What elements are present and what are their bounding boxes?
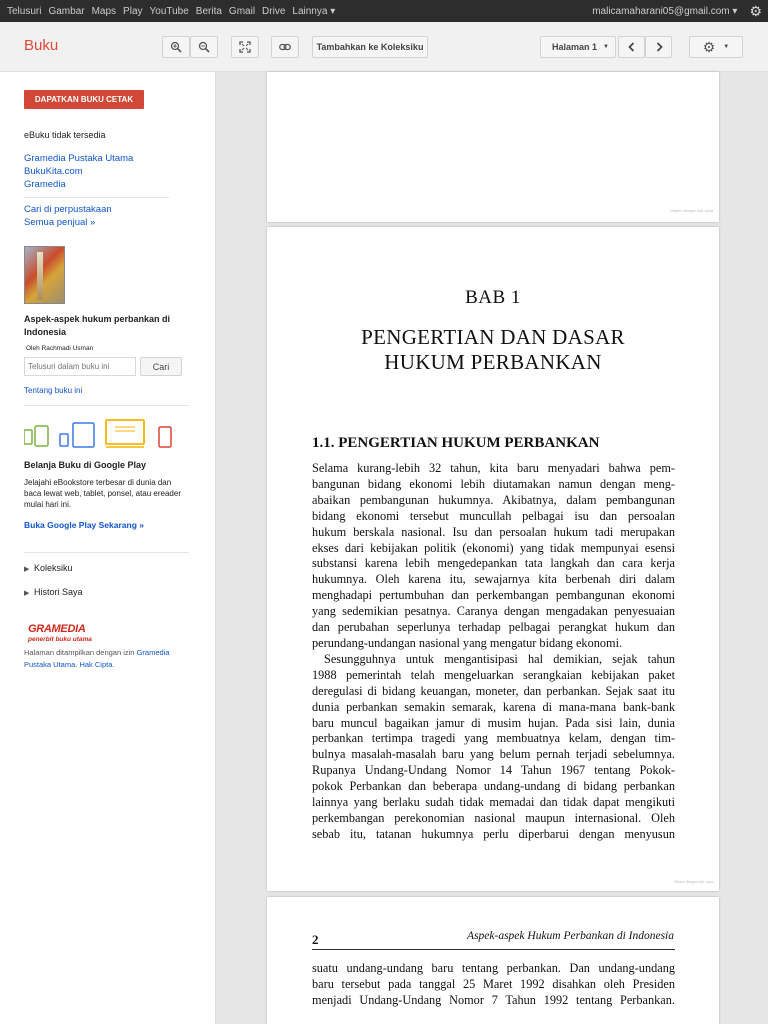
text-line: yang sedemikian pesatnya. Caranya dengan mengadakan penyesuaian — [312, 604, 675, 619]
sidebar — [0, 72, 215, 1024]
publisher-link[interactable]: Gramedia Pustaka Utama — [24, 648, 170, 669]
gear-icon: ⚙ — [702, 38, 716, 55]
seller-link-bukukita[interactable]: BukuKita.com — [24, 166, 83, 177]
settings-button[interactable] — [689, 36, 743, 58]
text-line: baru muncul bagaikan jamur di musim hujan. Pada sisi lain, dunia — [312, 715, 675, 730]
book-page — [267, 227, 719, 891]
zoom-in-icon — [170, 41, 182, 53]
link-button[interactable] — [271, 36, 299, 58]
gramedia-logo-main: GRAMEDIA — [28, 623, 86, 635]
copyright-link[interactable]: Hak Cipta — [79, 660, 113, 669]
section-heading: 1.1. PENGERTIAN HUKUM PERBANKAN — [312, 435, 600, 451]
chevron-left-icon — [626, 41, 638, 53]
text-line: perbankan tertimpa tragedi yang membuatnya kelam, dengan tim- — [312, 731, 675, 746]
fullscreen-icon — [239, 41, 251, 53]
google-play-heading: Belanja Buku di Google Play — [24, 460, 147, 470]
text-line: hukum berskala nasional. Isu dan persoalan hukum tadi merupakan — [312, 524, 675, 539]
nav-maps[interactable]: Maps — [91, 5, 117, 17]
gramedia-logo-sub: penerbit buku utama — [28, 636, 92, 643]
expand-arrow-icon[interactable]: ▶ — [24, 566, 30, 573]
devices-illustration — [24, 418, 174, 450]
text-line: ekses dari kebijakan politik (ekonomi) yang tidak mempunyai esensi — [312, 540, 675, 555]
text-line: substansi karena lebih mengedepankan tata langkah dan cara kerja — [312, 556, 675, 571]
text-line: suatu undang-undang baru tentang perbankan. Dan undang-undang — [312, 961, 675, 975]
nav-berita[interactable]: Berita — [195, 5, 222, 17]
page-select-label: Halaman 1 — [552, 42, 598, 52]
divider — [24, 552, 189, 553]
copyright-watermark: Materi dengan hak cipta — [674, 879, 713, 884]
copyright-watermark: Materi dengan hak cipta — [670, 208, 713, 213]
divider — [24, 405, 189, 406]
expand-arrow-icon[interactable]: ▶ — [24, 590, 30, 597]
book-viewer[interactable] — [215, 72, 768, 1024]
find-in-library-link[interactable]: Cari di perpustakaan — [24, 204, 112, 215]
nav-telusuri[interactable]: Telusuri — [7, 5, 42, 17]
text-line: menjadi Undang-Undang Nomor 7 Tahun 1992 tentang Perbankan. — [312, 992, 675, 1007]
about-book-link[interactable]: Tentang buku ini — [24, 386, 83, 395]
my-collection-link[interactable]: Koleksiku — [34, 563, 73, 573]
book-page — [267, 897, 719, 1024]
account-area — [592, 0, 762, 22]
google-top-bar — [0, 0, 768, 22]
add-to-collection-button[interactable]: Tambahkan ke Koleksiku — [312, 36, 428, 58]
text-line: dan perubahan seperlunya terhadap pelbagai perangkat hukum dan — [312, 620, 675, 635]
chevron-down-icon: ▼ — [603, 44, 609, 50]
page-select[interactable] — [540, 36, 616, 58]
books-brand[interactable]: Buku — [24, 37, 59, 54]
book-toolbar — [0, 22, 768, 72]
text-line: Sesungguhnya untuk mengantisipasi hal demikian, sejak tahun — [324, 651, 675, 666]
header-rule — [312, 949, 675, 950]
text-line: deregulasi di bidang keuangan, moneter, dan perbankan. Sejak saat itu — [312, 683, 675, 698]
text-line: bangunan bidang ekonomi lebih diutamakan namun dengan meng- — [312, 476, 675, 491]
ebook-status: eBuku tidak tersedia — [24, 130, 106, 140]
gramedia-logo[interactable] — [28, 619, 92, 643]
chapter-number: BAB 1 — [465, 287, 521, 308]
permission-notice: Halaman ditampilkan dengan izin Gramedia Pustaka Utama. Hak Cipta. — [24, 648, 170, 669]
seller-link-gramedia-pustaka[interactable]: Gramedia Pustaka Utama — [24, 153, 134, 164]
cover-art — [37, 252, 43, 300]
paragraph — [312, 961, 675, 1009]
text-line: pokok Perbankan dan beberapa undang-undang di bidang perbankan — [312, 779, 675, 794]
link-icon — [279, 41, 291, 53]
running-head: Aspek-aspek Hukum Perbankan di Indonesia — [467, 930, 674, 942]
all-sellers-link[interactable]: Semua penjual » — [24, 217, 96, 228]
text-line: bidang ekonomi tersebut muncullah pelbagai isu dan persoalan — [312, 508, 675, 523]
google-play-description: Jelajahi eBookstore terbesar di dunia dan baca lewat web, tablet, ponsel, atau ereader mulai hari ini. — [24, 478, 181, 509]
chevron-down-icon: ▼ — [723, 44, 730, 50]
chapter-title-line1: PENGERTIAN DAN DASAR — [361, 325, 625, 349]
fullscreen-button[interactable] — [231, 36, 259, 58]
nav-youtube[interactable]: YouTube — [149, 5, 189, 17]
open-google-play-link[interactable]: Buka Google Play Sekarang » — [24, 520, 144, 530]
zoom-out-button[interactable] — [190, 36, 218, 58]
permission-text: Halaman ditampilkan dengan izin — [24, 648, 135, 657]
book-cover-thumbnail[interactable] — [24, 246, 65, 304]
divider — [24, 197, 169, 198]
text-line: perundang-undangan nasional yang mengatur bidang ekonomi. — [312, 635, 623, 650]
book-author: Oleh Rachmadi Usman — [26, 345, 94, 352]
next-page-button[interactable] — [645, 36, 672, 58]
my-history-link[interactable]: Histori Saya — [34, 587, 83, 597]
text-line: menghadapi pertumbuhan dan perkembangan pembangunan ekonomi — [312, 588, 675, 603]
text-line: Rupanya Undang-Undang Nomor 14 Tahun 1967 tentang Pokok- — [312, 763, 675, 778]
prev-page-button[interactable] — [618, 36, 645, 58]
text-line: 1988 pemerintah telah mengeluarkan serangkaian kebijakan paket — [312, 667, 675, 682]
page-number: 2 — [312, 932, 319, 947]
text-line: hukumnya. Oleh karena itu, sewajarnya kita berbenah diri dalam — [312, 572, 675, 587]
buy-print-book-button[interactable]: DAPATKAN BUKU CETAK — [24, 90, 144, 109]
google-nav — [7, 0, 342, 22]
zoom-out-icon — [198, 41, 210, 53]
book-title: Aspek-aspek hukum perbankan di Indonesia — [24, 314, 171, 337]
search-button[interactable]: Cari — [140, 357, 182, 376]
text-line: Selama kurang-lebih 32 tahun, kita baru menyadari bahwa pem- — [312, 461, 675, 475]
nav-play[interactable]: Play — [123, 5, 143, 17]
text-line: baru tersebut pada tanggal 25 Maret 1992 disahkan oleh Presiden — [312, 976, 675, 991]
text-line: lainnya yang berlaku sudah tidak memadai dan tidak dapat mengikuti — [312, 795, 675, 810]
nav-more[interactable]: Lainnya ▾ — [292, 5, 336, 17]
text-line: abaikan pembangunan hukumnya. Akibatnya, dalam pembangunan — [312, 492, 675, 507]
paragraph — [312, 461, 675, 843]
text-line: sebab itu, tatanan hukumnya perlu diperbarui dengan menyusun — [312, 826, 675, 841]
nav-drive[interactable]: Drive — [262, 5, 286, 17]
zoom-in-button[interactable] — [162, 36, 190, 58]
text-line: perkembangan perekonomian nasional maupun internasional. Oleh — [312, 810, 675, 825]
account-email[interactable]: malicamaharani05@gmail.com ▾ — [592, 5, 738, 17]
book-page — [267, 72, 719, 222]
text-line: bulnya masalah-masalah baru yang belum pernah terjadi sebelumnya. — [312, 747, 675, 762]
text-line: dunia perbankan semakin semarak, karena di mana-mana bank-bank — [312, 699, 675, 714]
chevron-right-icon — [653, 41, 665, 53]
nav-gambar[interactable]: Gambar — [48, 5, 85, 17]
seller-link-gramedia[interactable]: Gramedia — [24, 179, 66, 190]
nav-gmail[interactable]: Gmail — [228, 5, 256, 17]
search-inside-input[interactable] — [24, 357, 136, 376]
gear-icon[interactable]: ⚙ — [749, 2, 762, 19]
chapter-title-line2: HUKUM PERBANKAN — [384, 350, 602, 374]
